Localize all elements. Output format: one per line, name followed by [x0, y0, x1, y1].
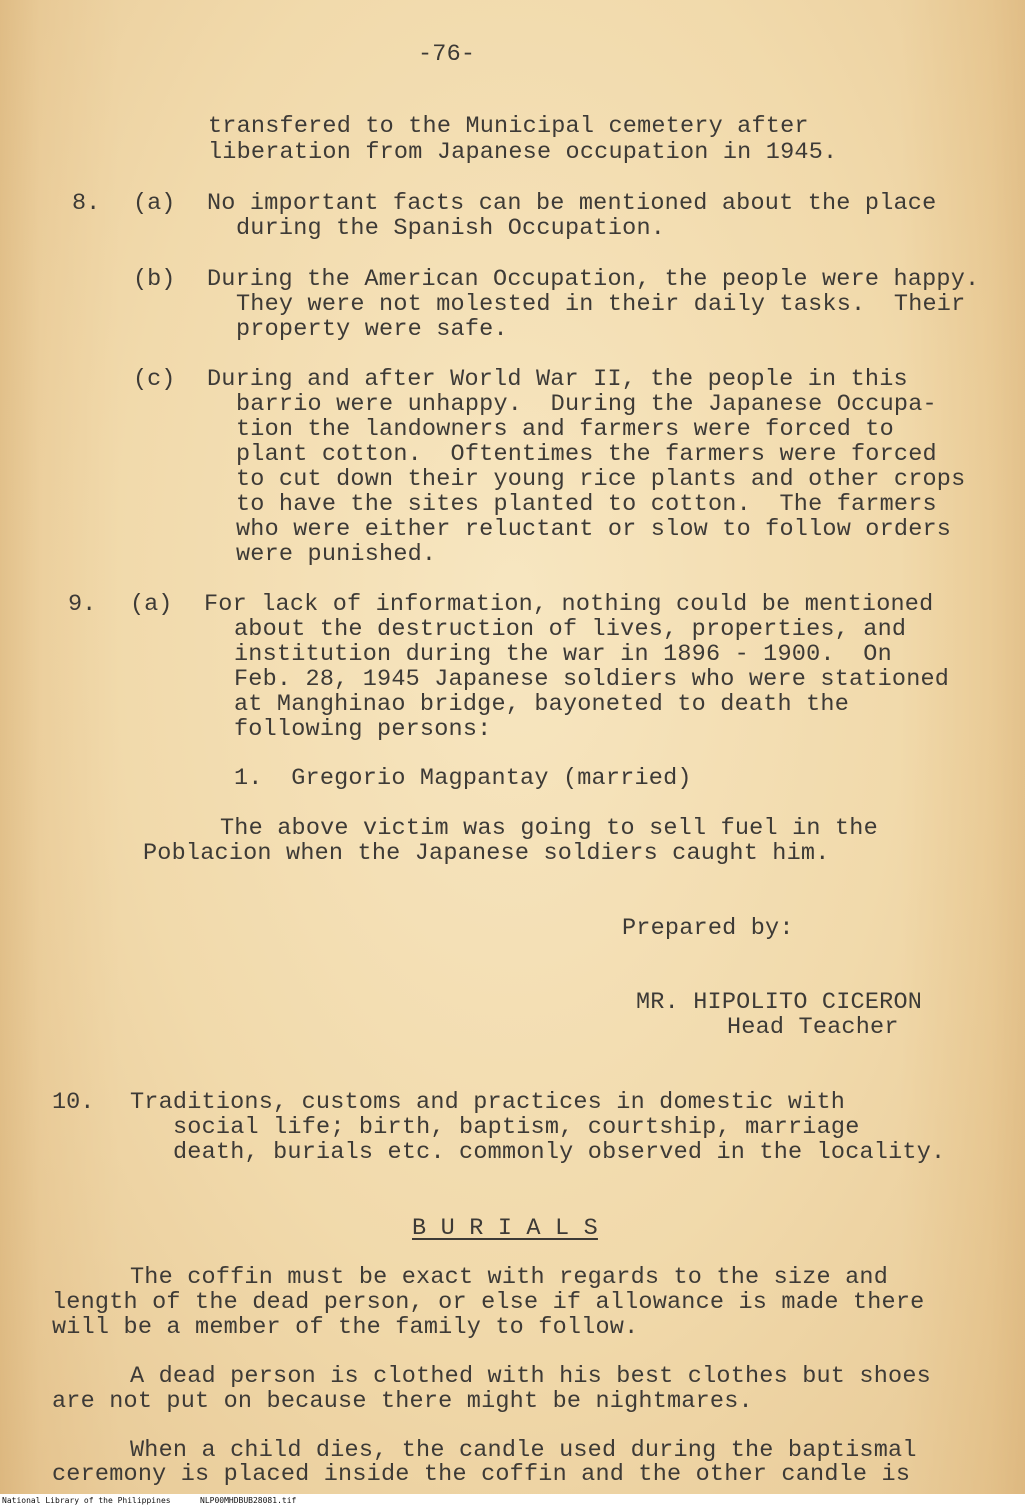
item-8c-line-1: During and after World War II, the people in this [207, 366, 908, 393]
burials-para3-line-1: When a child dies, the candle used during the baptismal [130, 1437, 917, 1464]
item-8c-line-3: tion the landowners and farmers were forced to [236, 416, 894, 443]
prepared-by-label: Prepared by: [622, 915, 794, 942]
item-8c-line-5: to cut down their young rice plants and other crops [236, 466, 966, 493]
intro-line-2: liberation from Japanese occupation in 1945. [208, 139, 838, 166]
item-8c-line-2: barrio were unhappy. During the Japanese Occupa- [236, 391, 937, 418]
item-10-number: 10. [52, 1089, 95, 1116]
item-8c-line-6: to have the sites planted to cotton. The farmers [236, 491, 937, 518]
scan-footer [0, 1494, 1025, 1508]
victim-note-line-1: The above victim was going to sell fuel in the [220, 815, 878, 842]
item-9a-line-4: Feb. 28, 1945 Japanese soldiers who were stationed [234, 666, 950, 693]
footer-file-name: NLP00MHDBUB28081.tif [200, 1496, 297, 1505]
item-8c-line-4: plant cotton. Oftentimes the farmers were forced [236, 441, 937, 468]
item-9a-line-2: about the destruction of lives, properties, and [234, 616, 907, 643]
item-8a-label: (a) [133, 190, 176, 217]
burials-heading: B U R I A L S [412, 1215, 598, 1242]
footer-library-name: National Library of the Philippines [2, 1496, 171, 1505]
item-8b-line-3: property were safe. [236, 316, 508, 343]
item-8c-line-8: were punished. [236, 541, 437, 568]
burials-para3-line-2: ceremony is placed inside the coffin and the other candle is [52, 1461, 911, 1488]
item-8c-line-7: who were either reluctant or slow to follow orders [236, 516, 952, 543]
item-8a-line-2: during the Spanish Occupation. [236, 215, 666, 242]
item-8b-line-2: They were not molested in their daily tasks. Their [236, 291, 966, 318]
victim-entry: 1. Gregorio Magpantay (married) [234, 765, 692, 792]
item-8-number: 8. [72, 190, 101, 217]
burials-para2-line-2: are not put on because there might be nightmares. [52, 1388, 753, 1415]
item-9a-line-5: at Manghinao bridge, bayoneted to death the [234, 691, 849, 718]
burials-para1-line-2: length of the dead person, or else if allowance is made there [52, 1289, 925, 1316]
item-10-line-2: social life; birth, baptism, courtship, marriage [173, 1114, 860, 1141]
item-9-number: 9. [68, 591, 97, 618]
item-10-line-3: death, burials etc. commonly observed in the locality. [173, 1139, 946, 1166]
victim-note-line-2: Poblacion when the Japanese soldiers caught him. [143, 840, 830, 867]
burials-para2-line-1: A dead person is clothed with his best clothes but shoes [130, 1363, 931, 1390]
item-8c-label: (c) [133, 366, 176, 393]
burials-para1-line-3: will be a member of the family to follow. [52, 1314, 639, 1341]
item-8a-line-1: No important facts can be mentioned about the place [207, 190, 937, 217]
preparer-name: MR. HIPOLITO CICERON [636, 989, 923, 1016]
intro-line-1: transfered to the Municipal cemetery after [208, 113, 809, 140]
burials-para1-line-1: The coffin must be exact with regards to the size and [130, 1264, 889, 1291]
page-number: -76- [418, 41, 476, 68]
item-9a-line-3: institution during the war in 1896 - 1900. On [234, 641, 892, 668]
item-8b-line-1: During the American Occupation, the people were happy. [207, 266, 980, 293]
item-9a-label: (a) [130, 591, 173, 618]
item-9a-line-1: For lack of information, nothing could be mentioned [204, 591, 934, 618]
item-10-line-1: Traditions, customs and practices in domestic with [130, 1089, 846, 1116]
item-9a-line-6: following persons: [234, 716, 492, 743]
preparer-title: Head Teacher [727, 1014, 899, 1041]
item-8b-label: (b) [133, 266, 176, 293]
